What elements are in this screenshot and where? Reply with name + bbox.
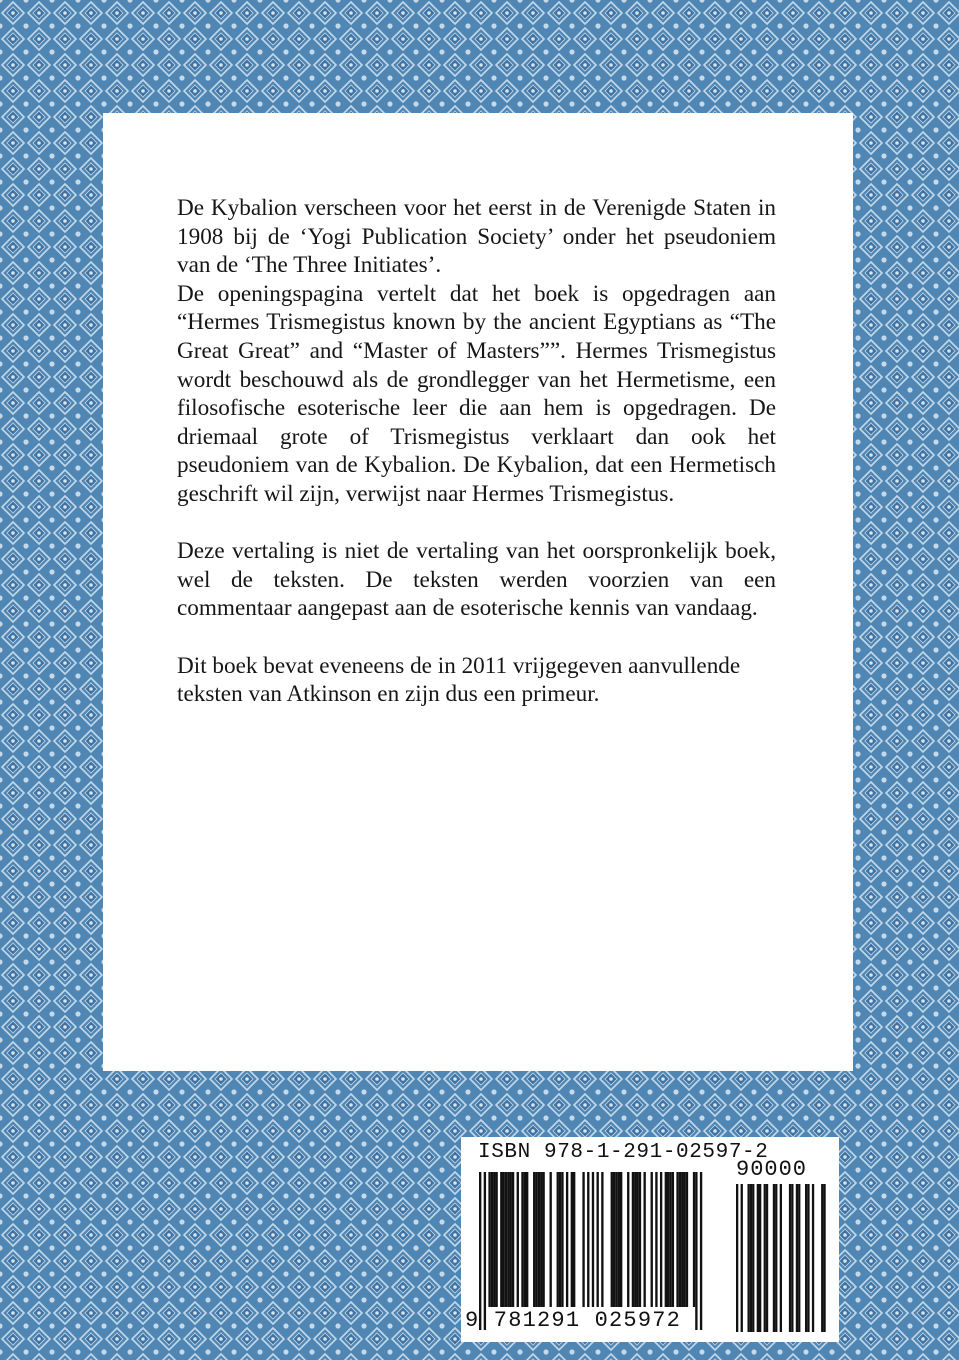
barcode-bar [491,1172,493,1307]
barcode-bar [500,1172,502,1307]
barcode-bar [503,1172,505,1307]
barcode-bar [667,1172,669,1307]
barcode-bar [669,1172,671,1307]
barcode-bar [634,1172,636,1307]
barcode-bar [780,1184,782,1332]
barcode-bar [613,1172,615,1307]
barcode-bar [741,1184,743,1332]
addon-bars [736,1184,826,1334]
paragraph-atkinson: Dit boek bevat eveneens de in 2011 vrijgegeven aanvullende teksten van Atkinson en zijn dus een primeur. [177,652,741,708]
barcode-bar [821,1184,823,1332]
barcode-bar [587,1172,589,1307]
barcode-bar [540,1172,542,1307]
barcode-bar [798,1184,800,1332]
barcode-bar [700,1172,702,1330]
barcode-bar [526,1172,528,1307]
barcode-bar [773,1184,775,1332]
barcode-bar [695,1172,697,1330]
barcode-bar [538,1172,540,1307]
paragraph-intro: De Kybalion verscheen voor het eerst in de Verenigde Staten in 1908 bij de ‘Yogi Publication Society’ onder het pseudoniem van de ‘The Three Initiates’. [177,195,776,279]
barcode-bar [759,1184,761,1332]
barcode-bar [660,1172,662,1307]
barcode-bar [561,1172,563,1307]
barcode-bar [601,1172,603,1307]
barcode-bar [533,1172,535,1307]
barcode-bar [683,1172,685,1307]
barcode-bar [750,1184,752,1332]
barcode-bar [796,1184,798,1332]
barcode-bar [812,1184,814,1332]
barcode-bar [611,1172,613,1307]
barcode-bar [524,1172,526,1307]
barcode-bar [644,1172,646,1307]
barcode-bar [766,1184,768,1332]
barcode-bar [805,1184,807,1332]
barcode-bar [651,1172,653,1307]
barcode-bar [488,1172,490,1307]
barcode-bar [693,1172,695,1307]
barcode-bar [752,1184,754,1332]
barcode-bar [559,1172,561,1307]
barcode-bar [791,1184,793,1332]
barcode-bar [535,1172,537,1307]
barcode-bar [681,1172,683,1307]
barcode-bar [736,1184,738,1332]
barcode-bar [484,1172,486,1330]
barcode-bar [618,1172,620,1307]
barcode-bar [627,1172,629,1307]
barcode-bar [655,1172,657,1307]
barcode-bar [789,1184,791,1332]
barcode-bar [665,1172,667,1307]
barcode-bar [615,1172,617,1307]
barcode-bar [542,1172,544,1307]
barcode-bar [775,1184,777,1332]
barcode-bar [566,1172,568,1307]
barcode-bar [676,1172,678,1307]
barcode-bar [620,1172,622,1307]
barcode-bar [632,1172,634,1307]
barcode-bar [636,1172,638,1307]
barcode-bar [517,1172,519,1307]
barcode-bar [512,1172,514,1307]
barcode-bar [679,1172,681,1307]
barcode-bar [505,1172,507,1307]
barcode-bar [521,1172,523,1307]
barcode-bar [493,1172,495,1307]
barcode-bar [597,1172,599,1307]
isbn-barcode [461,1137,839,1342]
barcode-bar [592,1172,594,1307]
paragraph-translation: Deze vertaling is niet de vertaling van het oorspronkelijk boek, wel de teksten. De teksten werden voorzien van een commentaar aangepast aan de esoterische kennis van vandaag. [177,538,776,622]
isbn-label: ISBN 978-1-291-02597-2 [478,1141,769,1164]
barcode-bar [550,1172,552,1307]
barcode-bar [672,1172,674,1307]
barcode-bar [582,1172,584,1307]
text-panel [103,113,853,1071]
barcode-bar [495,1172,497,1307]
barcode-bar [807,1184,809,1332]
barcode-bar [573,1172,575,1307]
ean-digits: 9 781291 025972 [465,1308,682,1333]
paragraph-hermes: De openingspagina vertelt dat het boek is opgedragen aan “Hermes Trismegistus known by the ancient Egyptians as “The Great Great” and “Master of Masters””. Hermes Trismegistus wordt beschouwd als de grondlegger van het Hermetisme, een filosofische esoterische leer die aan hem is opgedragen. De driemaal grote of Trismegistus verklaart dan ook het pseudoniem van de Kybalion. De Kybalion, dat een Hermetisch geschrift wil zijn, verwijst naar Hermes Trismegistus. [177,280,776,507]
barcode-bar [823,1184,825,1332]
barcode-bar [571,1172,573,1307]
price-code: 90000 [736,1157,808,1182]
barcode-bar [479,1172,481,1330]
barcode-bar [639,1172,641,1307]
barcode-bar [748,1184,750,1332]
barcode-bar [764,1184,766,1332]
barcode-bar [757,1184,759,1332]
barcode-bar [686,1172,688,1307]
barcode-bar [507,1172,509,1307]
barcode-bar [510,1172,512,1307]
barcode-bar [557,1172,559,1307]
